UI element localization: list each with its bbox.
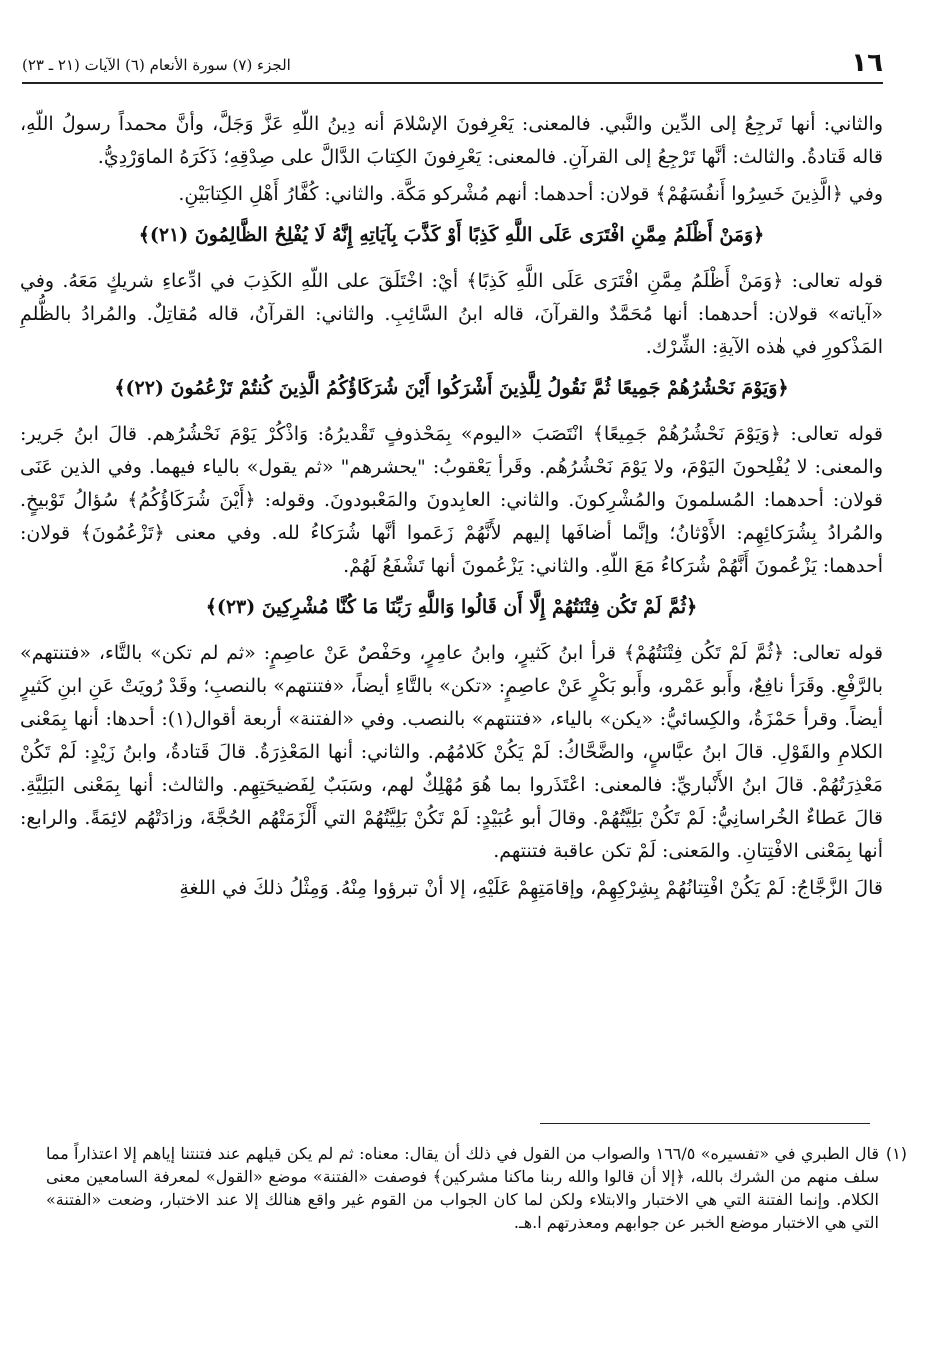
page-header [22, 42, 883, 84]
footnote-text: قال الطبري في «تفسيره» ١٦٦/٥ والصواب من القول في ذلك أن يقال: معناه: ثم لم يكن قيلهم عند فتنتنا إياهم إلا اعتذاراً مما سلف منهم من الشرك بالله، ﴿إلا أن قالوا والله ربنا ماكنا مشركين﴾ فوصفت «الفتنة» موضع «القول» لمعرفة السامعين معنى الكلام. وإنما الفتنة التي هي الاختبار والابتلاء ولكن لما كان الجواب من القوم غير واقع هنالك إلا عند الاختبار، وضعت «الفتنة» التي هي الاختبار موضع الخبر عن جوابهم ومعذرتهم ا.هـ. [46, 1144, 880, 1232]
quran-verse: ﴿وَمَنْ أَظْلَمُ مِمَّنِ افْتَرَى عَلَى اللَّهِ كَذِبًا أَوْ كَذَّبَ بِآيَاتِهِ إِنَّهُ لَا يُفْلِحُ الظَّالِمُونَ (٢١)﴾ [138, 224, 765, 246]
paragraph: والثاني: أنها تَرجِعُ إلى الدِّين والنَّبي. فالمعنى: يَعْرِفونَ الإسْلامَ أنه دِينُ اللّهِ عَزَّ وَجَلَّ، وأنَّ محمداً رسولُ اللّهِ، قاله قَتادةُ. والثالث: أنَّها تَرْجِعُ إلى القرآنِ. فالمعنى: يَعْرِفونَ الكِتابَ الدَّالَّ على صِدْقِهِ؛ ذَكَرَهُ الماوَرْدِيُّ. [20, 113, 883, 168]
page-number: ١٦ [851, 48, 883, 78]
footnote [46, 1142, 907, 1234]
footnote-marker: (١) [885, 1144, 907, 1163]
main-text [20, 108, 883, 1093]
paragraph: قوله تعالى: ﴿وَيَوْمَ نَحْشُرُهُمْ جَمِيعًا﴾ انْتَصَبَ «اليوم» بِمَحْذوفٍ تَقْديرُهُ: وَاذْكُرْ يَوْمَ نَحْشُرُهم. قالَ ابنُ جَرير: والمعنى: لا يُفْلِحونَ اليَوْمَ، ولا يَوْمَ نَحْشُرُهُم. وقَرأ يَعْقوبُ: "يحشرهم" «ثم يقول» بالياء فيهما. وفي الذين عَنَى قولان: أحدهما: المُسلمونَ والمُشْرِكونَ. والثاني: العابِدونَ والمَعْبودونَ. وقوله: ﴿أَيْنَ شُرَكَاؤُكُمُ﴾ سُؤالُ تَوْبيخٍ. والمُرادُ بِشُرَكائِهِم: الأَوْثانُ؛ وإنَّما أضافَها إليهم لأَنَّهُمْ زَعَموا أنَّها شُرَكاءُ لله. وفي معنى ﴿تَزْعُمُونَ﴾ قولان: أحدهما: يَزْعُمونَ أَنَّهُمْ شُرَكاءُ مَعَ اللّهِ. والثاني: يَزْعُمونَ أنها تَشْفَعُ لَهُمْ. [20, 423, 883, 577]
running-title: الجزء (٧) سورة الأنعام (٦) الآيات (٢١ ـ ٢٣) [22, 56, 291, 74]
footnote-divider [540, 1123, 870, 1124]
quran-verse: ﴿وَيَوْمَ نَحْشُرُهُمْ جَمِيعًا ثُمَّ نَقُولُ لِلَّذِينَ أَشْرَكُوا أَيْنَ شُرَكَاؤُكُمُ الَّذِينَ كُنتُمْ تَزْعُمُونَ (٢٢)﴾ [114, 377, 789, 399]
paragraph: قوله تعالى: ﴿ثُمَّ لَمْ تَكُن فِتْنَتُهُمْ﴾ قرأ ابنُ كَثيرٍ، وابنُ عامِرٍ، وحَفْصٌ عَنْ عاصِمٍ: «ثم لم تكن» بالتَّاء، «فتنتهم» بالرَّفْعِ. وقَرَأ نافِعٌ، وأَبو عَمْرو، وأَبو بَكْرٍ عَنْ عاصِمٍ: «تكن» بالتَّاءِ أيضاً، «فتنتهم» بالنصبِ؛ وقَدْ رُويَتْ عَنِ ابنِ كَثيرٍ أيضاً. وقرأ حَمْزَةُ، والكِسائيُّ: «يكن» بالياء، «فتنتهم» بالنصب. وفي «الفتنة» أربعة أقوال(١): أحدها: أنها بِمَعْنى الكلامِ والقَوْلِ. قالَ ابنُ عبَّاسٍ، والضَّحَّاكُ: لَمْ يَكُنْ كَلامُهُم. والثاني: أنها المَعْذِرَةُ. قالَ قَتادةُ، وابنُ زَيْدٍ: لَمْ تَكُنْ مَعْذِرَتُهُمْ. قالَ ابنُ الأَنْباريِّ: فالمعنى: اعْتَذَروا بما هُوَ مُهْلِكٌ لهم، وسَبَبٌ لِفَضيحَتِهِم. والثالث: أنها بِمَعْنى البَلِيَّةِ. قالَ عَطاءٌ الخُراسانِيُّ: لَمْ تَكُنْ بَلِيَّتُهُمْ. وقالَ أبو عُبَيْدٍ: لَمْ تَكُنْ بَلِيَّتُهُمْ التي أَلْزَمَتْهُم الحُجَّةَ، وزادَتْهُم لائِمَةً. والرابع: أنها بِمَعْنى الافْتِتانِ. والمَعنى: لَمْ تكن عاقبة فتنتهم. [20, 642, 883, 862]
paragraph: قوله تعالى: ﴿وَمَنْ أَظْلَمُ مِمَّنِ افْتَرَى عَلَى اللَّهِ كَذِبًا﴾ أيْ: اخْتَلَقَ على اللّهِ الكَذِبَ في ادِّعاءِ شريكٍ مَعَهُ. وفي «آياته» قولان: أحدهما: أنها مُحَمَّدٌ والقرآنَ، قاله ابنُ السَّائِبِ. والثاني: القرآنُ، قاله مُقاتِلٌ. والمُرادُ بالظُّلمِ المَذْكورِ في هٰذه الآيةِ: الشِّرْك. [20, 270, 883, 358]
paragraph: وفي ﴿الَّذِينَ خَسِرُوا أَنفُسَهُمْ﴾ قولان: أحدهما: أنهم مُشْركو مَكَّة. والثاني: كُفَّارُ أَهْلِ الكِتابَيْنِ. [178, 183, 883, 205]
quran-verse: ﴿ثُمَّ لَمْ تَكُن فِتْنَتُهُمْ إِلَّا أَن قَالُوا وَاللَّهِ رَبِّنَا مَا كُنَّا مُشْرِكِينَ (٢٣)﴾ [205, 596, 698, 618]
paragraph: قالَ الزَّجَّاجُ: لَمْ يَكُنْ افْتِتانُهُمْ بِشِرْكِهِمْ، وإقامَتِهِمْ عَلَيْهِ، إلا أنْ تبرؤوا مِنْهُ. وَمِثْلُ ذلكَ في اللغةِ [179, 877, 883, 899]
